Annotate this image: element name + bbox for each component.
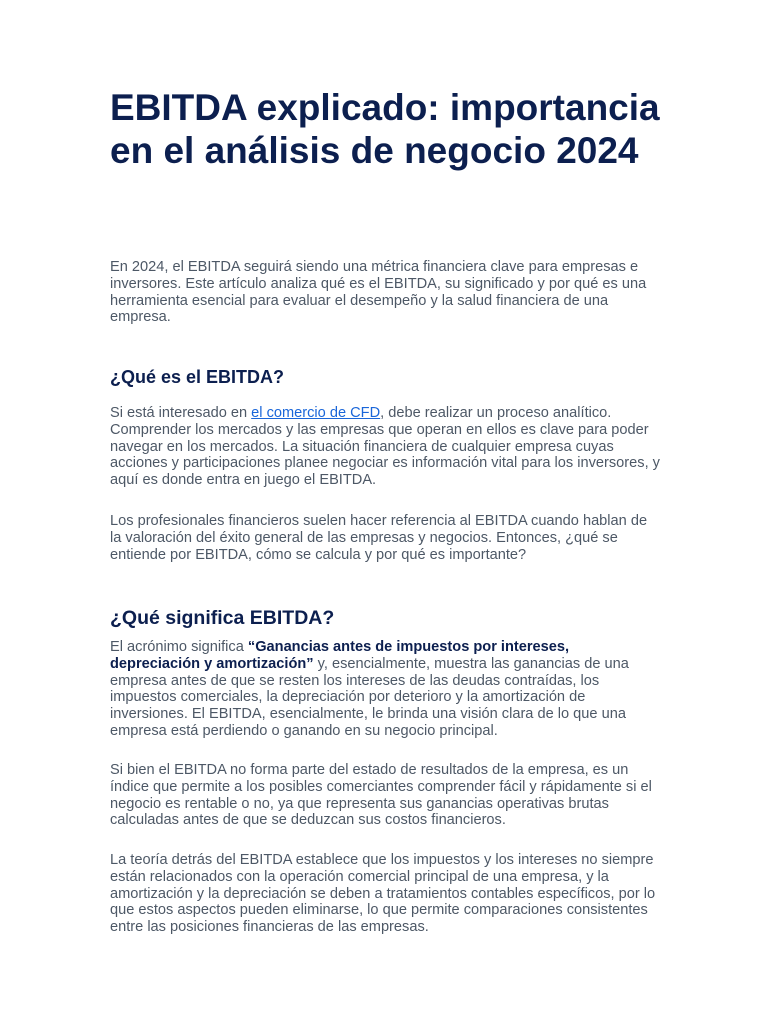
section2-p1-text-start: El acrónimo significa [110, 639, 248, 655]
section-heading-ebitda-meaning: ¿Qué significa EBITDA? [110, 607, 335, 629]
section1-p1-text-start: Si está interesado en [110, 405, 252, 421]
section-heading-what-is-ebitda: ¿Qué es el EBITDA? [110, 367, 285, 387]
section1-paragraph-2: Los profesionales financieros suelen hacer referencia al EBITDA cuando hablan de la valoración del éxito general de las empresas y negocios. Entonces, ¿qué se entiende por EBITDA, cómo se calcula y por qué es importante? [110, 513, 648, 563]
cfd-trading-link[interactable]: el comercio de CFD [251, 405, 381, 421]
article-title: EBITDA explicado: importancia en el análisis de negocio 2024 [110, 87, 660, 171]
section2-paragraph-2: Si bien el EBITDA no forma parte del estado de resultados de la empresa, es un índice que permite a los posibles comerciantes comprender fácil y rápidamente si el negocio es rentable o no, ya que representa sus ganancias operativas brutas calculadas antes de que se deduzcan sus costos financieros. [110, 762, 652, 829]
section2-paragraph-1 [110, 639, 662, 740]
section2-paragraph-3: La teoría detrás del EBITDA establece que los impuestos y los intereses no siempre están relacionados con la operación comercial principal de una empresa, y la amortización y la depreciación se deben a tratamientos contables específicos, por lo que estos aspectos pueden eliminarse, lo que permite comparaciones consistentes entre las posiciones financieras de las empresas. [110, 852, 656, 936]
section2-p1-text-end: y, esencialmente, muestra las ganancias de una empresa antes de que se resten los intereses de las deudas contraídas, los impuestos comerciales, la depreciación por deterioro y la amortización de inversiones. El EBITDA, esencialmente, le brinda una visión clara de lo que una empresa está perdiendo o ganando en su negocio principal. [110, 655, 629, 739]
intro-paragraph: En 2024, el EBITDA seguirá siendo una métrica financiera clave para empresas e inversores. Este artículo analiza qué es el EBITDA, su significado y por qué es una herramienta esencial para evaluar el desempeño y la salud financiera de una empresa. [110, 259, 647, 326]
section1-paragraph-1 [110, 405, 662, 489]
ebitda-acronym-definition: “Ganancias antes de impuestos por intereses, depreciación y amortización” [110, 639, 570, 672]
section1-p1-text-end: , debe realizar un proceso analítico. Comprender los mercados y las empresas que operan en ellos es clave para poder navegar en los mercados. La situación financiera de cualquier empresa cuyas acciones y participaciones planee negociar es información vital para los inversores, y aquí es donde entra en juego el EBITDA. [110, 405, 660, 489]
